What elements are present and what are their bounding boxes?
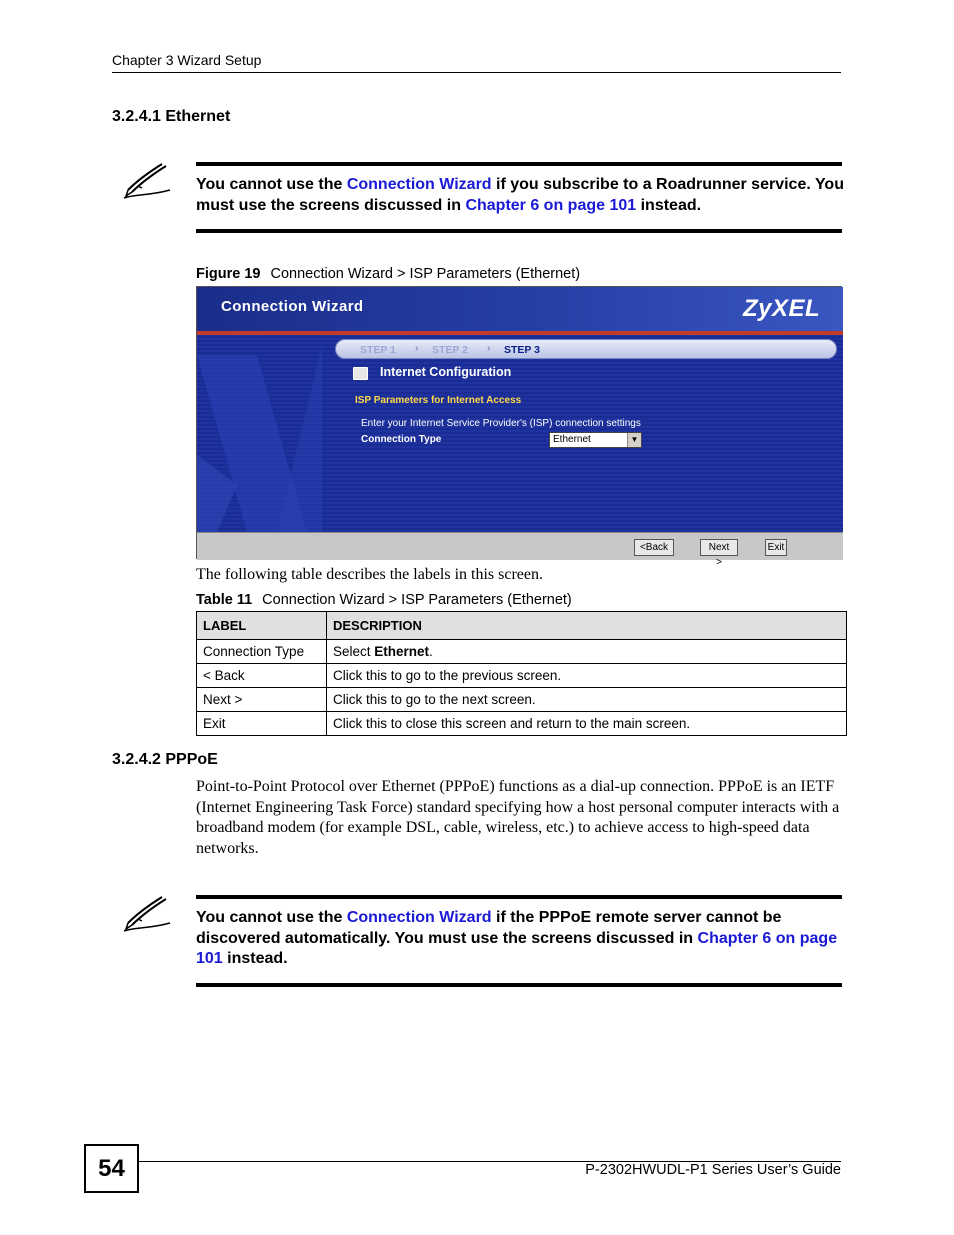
- step-arrow-icon: ›: [487, 343, 491, 354]
- connection-wizard-link[interactable]: Connection Wizard: [346, 176, 492, 193]
- figure-caption-text: Connection Wizard > ISP Parameters (Ethernet): [270, 266, 581, 282]
- desc-bold: Ethernet: [374, 644, 430, 659]
- next-button[interactable]: Next >: [700, 539, 738, 556]
- note-top-bar: [196, 895, 842, 899]
- step-arrow-icon: ›: [415, 343, 419, 354]
- table-label: Table 11: [196, 592, 253, 608]
- running-header: Chapter 3 Wizard Setup: [112, 52, 262, 68]
- connection-type-value: Ethernet: [553, 434, 591, 445]
- internet-configuration-title: Internet Configuration: [380, 365, 512, 379]
- page-number: 54: [84, 1144, 139, 1193]
- figure-caption: [196, 266, 580, 282]
- note-text-part: instead.: [636, 196, 702, 214]
- connection-type-select[interactable]: [549, 432, 642, 448]
- chapter-6-link[interactable]: Chapter 6 on page 101: [196, 929, 838, 967]
- note-text-part: You cannot use the: [196, 176, 347, 193]
- table-caption-text: Connection Wizard > ISP Parameters (Ethernet): [262, 592, 572, 608]
- table-row: [197, 712, 847, 736]
- guide-title: P-2302HWUDL-P1 Series User’s Guide: [585, 1162, 841, 1178]
- chapter-6-link[interactable]: Chapter 6 on page 101: [465, 196, 637, 214]
- connection-wizard-link[interactable]: Connection Wizard: [346, 909, 492, 926]
- section-heading-ethernet: 3.2.4.1 Ethernet: [112, 108, 231, 125]
- note-top-bar: [196, 162, 842, 166]
- isp-description: Enter your Internet Service Provider's (ISP) connection settings: [361, 418, 641, 429]
- row-description: Click this to go to the next screen.: [327, 688, 847, 712]
- table-row: [197, 664, 847, 688]
- zyxel-logo: ZyXEL: [743, 295, 821, 322]
- exit-button[interactable]: Exit: [765, 539, 787, 556]
- desc-text: Select: [333, 644, 375, 659]
- row-description: Click this to close this screen and return to the main screen.: [327, 712, 847, 736]
- decorative-x-graphic: [197, 335, 327, 532]
- pppoe-paragraph: Point-to-Point Protocol over Ethernet (PPPoE) functions as a dial-up connection. PPPoE is an IETF (Internet Engineering Task Force) standard specifying how a host personal computer interacts with a broadband modem (for example DSL, cable, wireless, etc.) to achieve access to high-speed data networks.: [196, 778, 840, 857]
- row-label: Connection Type: [197, 640, 327, 664]
- table-row: [197, 688, 847, 712]
- table-caption: [196, 592, 572, 608]
- header-rule: [112, 72, 841, 73]
- folder-icon: [353, 367, 368, 380]
- note-text-part: instead.: [222, 950, 288, 967]
- connection-type-label: Connection Type: [361, 434, 442, 445]
- section-heading-pppoe: 3.2.4.2 PPPoE: [112, 751, 218, 768]
- note-bottom-bar: [196, 983, 842, 987]
- row-label: Next >: [197, 688, 327, 712]
- chevron-down-icon[interactable]: ▼: [627, 433, 641, 447]
- labels-table: [196, 611, 847, 736]
- note-text: [196, 908, 846, 970]
- wizard-title: Connection Wizard: [221, 298, 364, 315]
- step-2: STEP 2: [432, 344, 468, 356]
- note-text-part: if you subscribe to a Roadrunner service. You must use the screens discussed in: [196, 176, 844, 214]
- intro-text: The following table describes the labels in this screen.: [196, 566, 544, 583]
- row-label: < Back: [197, 664, 327, 688]
- step-1: STEP 1: [360, 344, 396, 356]
- header-label: LABEL: [197, 612, 327, 640]
- note-bottom-bar: [196, 229, 842, 233]
- wizard-body: [197, 335, 843, 532]
- step-3: STEP 3: [504, 344, 540, 356]
- row-description: Click this to go to the previous screen.: [327, 664, 847, 688]
- desc-text: .: [429, 644, 433, 659]
- wizard-button-bar: [197, 532, 843, 568]
- back-button[interactable]: <Back: [634, 539, 674, 556]
- note-pencil-icon: [122, 160, 174, 200]
- row-label: Exit: [197, 712, 327, 736]
- isp-parameters-title: ISP Parameters for Internet Access: [355, 395, 522, 406]
- wizard-title-bar: [197, 287, 843, 331]
- note-text-part: if the PPPoE remote server cannot be discovered automatically. You must use the screens discussed in: [196, 909, 782, 947]
- note-text-part: You cannot use the: [196, 909, 347, 926]
- row-description: [327, 640, 847, 664]
- figure-label: Figure 19: [196, 266, 261, 282]
- wizard-steps-bar: [335, 339, 837, 359]
- wizard-screenshot: [196, 286, 842, 568]
- note-pencil-icon: [122, 893, 174, 933]
- header-description: DESCRIPTION: [327, 612, 847, 640]
- table-header-row: [197, 612, 847, 640]
- table-row: [197, 640, 847, 664]
- note-text: [196, 175, 846, 216]
